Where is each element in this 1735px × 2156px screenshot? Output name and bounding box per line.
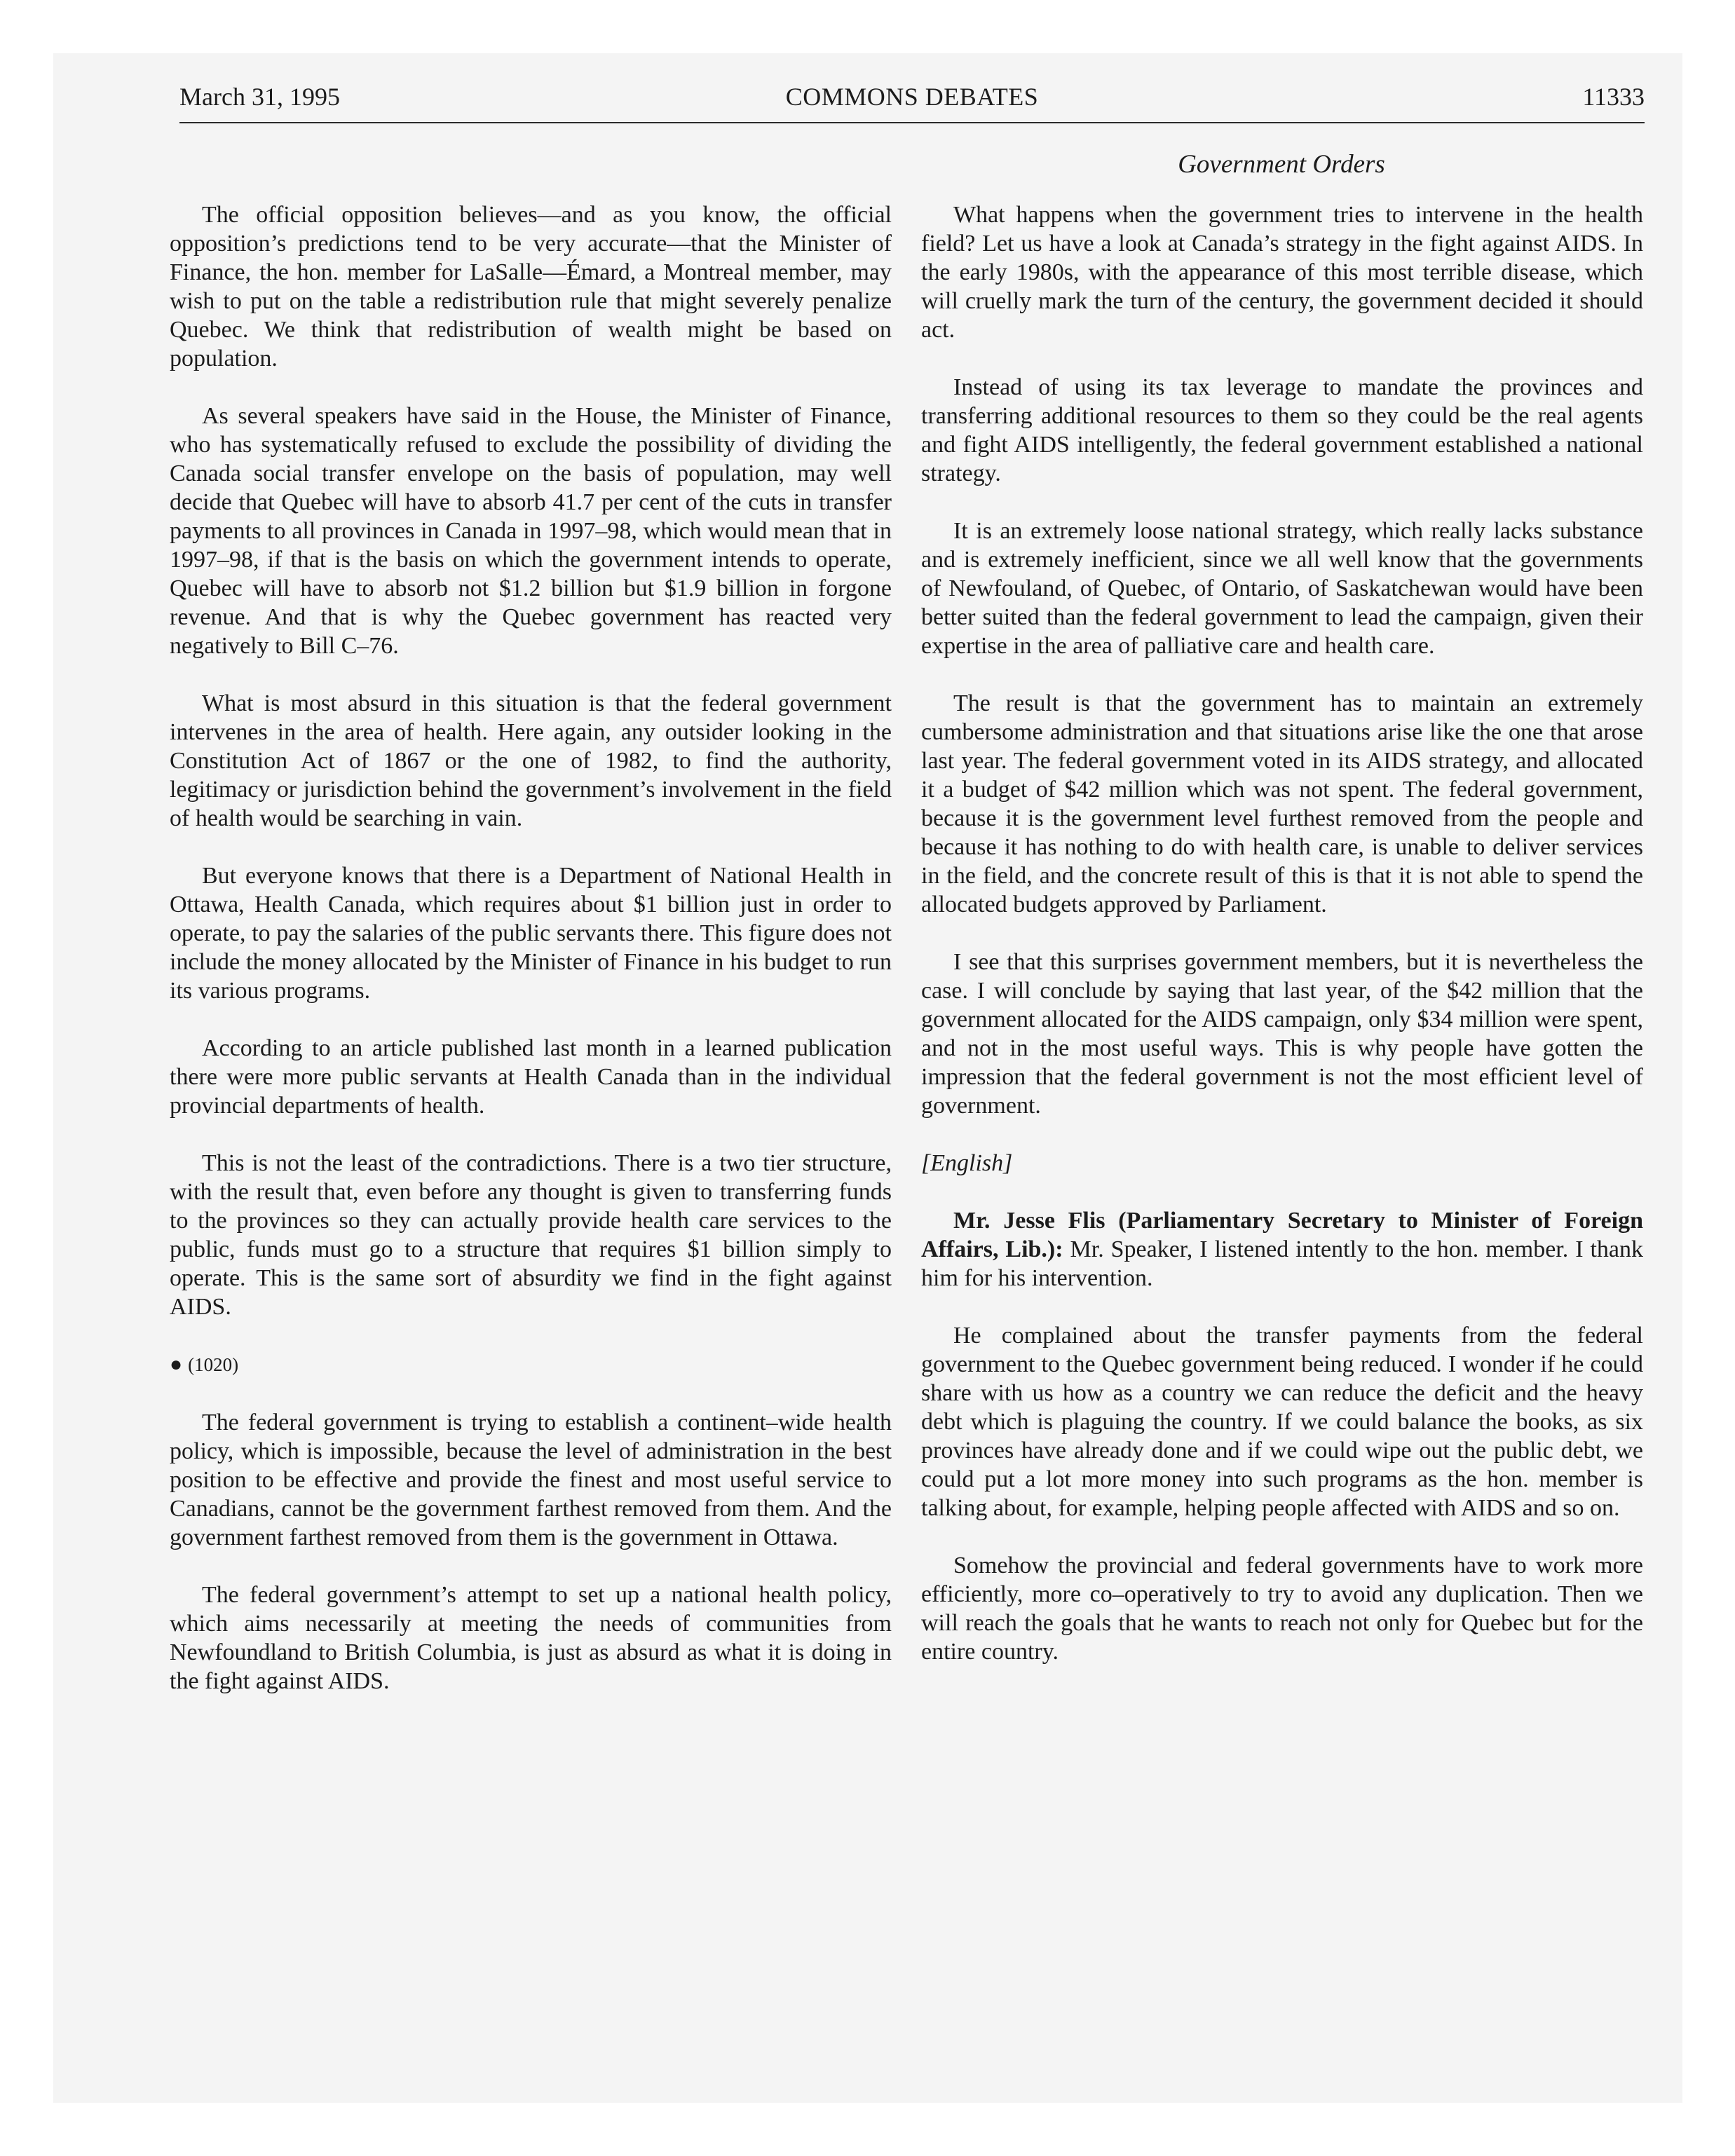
language-marker: [English] (921, 1150, 1013, 1176)
paragraph: The federal government’s attempt to set up a national health policy, which aims necessarily at meeting the needs of communities from Newfoundland to British Columbia, is just as absurd as what it is doing in the fight against AIDS. (170, 1582, 892, 1694)
paragraph: The federal government is trying to establish a continent–wide health policy, which is impossible, because the level of administration in the best position to be effective and provide the finest and most useful service to Canadians, cannot be the government farthest removed from them. And the government farthest removed from them is the government in Ottawa. (170, 1410, 892, 1550)
paragraph: This is not the least of the contradictions. There is a two tier structure, with the result that, even before any thought is given to transferring funds to the provinces so they can actually provide health care services to the public, funds must go to a structure that requires $1 billion simply to operate. This is the same sort of absurdity we find in the fight against AIDS. (170, 1150, 892, 1320)
speaker-paragraph (921, 1206, 1643, 1292)
section-title: Government Orders (1178, 150, 1385, 179)
time-marker (170, 1350, 892, 1379)
paragraph: As several speakers have said in the House, the Minister of Finance, who has systematically refused to exclude the possibility of dividing the Canada social transfer envelope on the basis of population, may well decide that Quebec will have to absorb 41.7 per cent of the cuts in transfer payments to all provinces in Canada in 1997–98, which would mean that in 1997–98, if that is the basis on which the government intends to operate, Quebec will have to absorb not $1.2 billion but $1.9 billion in forgone revenue. And that is why the Quebec government has reacted very negatively to Bill C–76. (170, 403, 892, 659)
paragraph: I see that this surprises government members, but it is nevertheless the case. I will conclude by saying that last year, of the $42 million that the government allocated for the AIDS campaign, only $34 million were spent, and not in the most useful ways. This is why people have gotten the impression that the federal government is not the most efficient level of government. (921, 949, 1643, 1119)
paragraph: The official opposition believes—and as you know, the official opposition’s predictions tend to be very accurate—that the Minister of Finance, the hon. member for LaSalle—Émard, a Montreal member, may wish to put on the table a redistribution rule that might severely penalize Quebec. We think that redistribution of wealth might be based on population. (170, 202, 892, 371)
header-page-number: 11333 (1582, 83, 1645, 111)
speaker-name: Mr. Jesse Flis (Parliamentary Secretary to Minister of Foreign Affairs, Lib.): (921, 1208, 1643, 1262)
paragraph: Instead of using its tax leverage to mandate the provinces and transferring additional resources to them so they could be the real agents and fight AIDS intelligently, the federal government established a national strategy. (921, 374, 1643, 486)
right-column (921, 200, 1643, 1695)
speaker-text: Mr. Speaker, I listened intently to the hon. member. I thank him for his intervention. (921, 1236, 1643, 1291)
paragraph: The result is that the government has to maintain an extremely cumbersome administration and that situations arise like the one that arose last year. The federal government voted in its AIDS strategy, and allocated it a budget of $42 million which was not spent. The federal government, because it is the government level furthest removed from the people and because it has nothing to do with health care, is unable to deliver services in the field, and the concrete result of this is that it is not able to spend the allocated budgets approved by Parliament. (921, 690, 1643, 917)
paragraph: According to an article published last month in a learned publication there were more public servants at Health Canada than in the individual provincial departments of health. (170, 1035, 892, 1119)
time-marker-text: (1020) (188, 1354, 239, 1375)
header-rule (179, 122, 1645, 123)
left-column (170, 200, 892, 1724)
paragraph: What is most absurd in this situation is that the federal government intervenes in the area of health. Here again, any outsider looking in the Constitution Act of 1867 or the one of 1982, to find the authority, legitimacy or jurisdiction behind the government’s involvement in the field of health would be searching in vain. (170, 690, 892, 831)
paragraph: But everyone knows that there is a Department of National Health in Ottawa, Health Canada, which requires about $1 billion just in order to operate, to pay the salaries of the public servants there. This figure does not include the money allocated by the Minister of Finance in his budget to run its various programs. (170, 863, 892, 1004)
running-header (179, 77, 1645, 123)
header-date: March 31, 1995 (179, 83, 340, 111)
bullet-icon: ● (170, 1353, 183, 1376)
header-journal-title: COMMONS DEBATES (785, 83, 1039, 111)
paragraph: What happens when the government tries to intervene in the health field? Let us have a look at Canada’s strategy in the fight against AIDS. In the early 1980s, with the appearance of this most terrible disease, which will cruelly mark the turn of the century, the government decided it should act. (921, 202, 1643, 343)
paragraph: He complained about the transfer payments from the federal government to the Quebec government being reduced. I wonder if he could share with us how as a country we can reduce the deficit and the heavy debt which is plaguing the country. If we could balance the books, as six provinces have already done and if we could wipe out the public debt, we could put a lot more money into such programs as the hon. member is talking about, for example, helping people affected with AIDS and so on. (921, 1323, 1643, 1521)
paragraph: It is an extremely loose national strategy, which really lacks substance and is extremely inefficient, since we all well know that the governments of Newfouland, of Quebec, of Ontario, of Saskatchewan would have been better suited than the federal government to lead the campaign, given their expertise in the area of palliative care and health care. (921, 518, 1643, 659)
paragraph: Somehow the provincial and federal governments have to work more efficiently, more co–operatively to try to avoid any duplication. Then we will reach the goals that he wants to reach not only for Quebec but for the entire country. (921, 1553, 1643, 1665)
